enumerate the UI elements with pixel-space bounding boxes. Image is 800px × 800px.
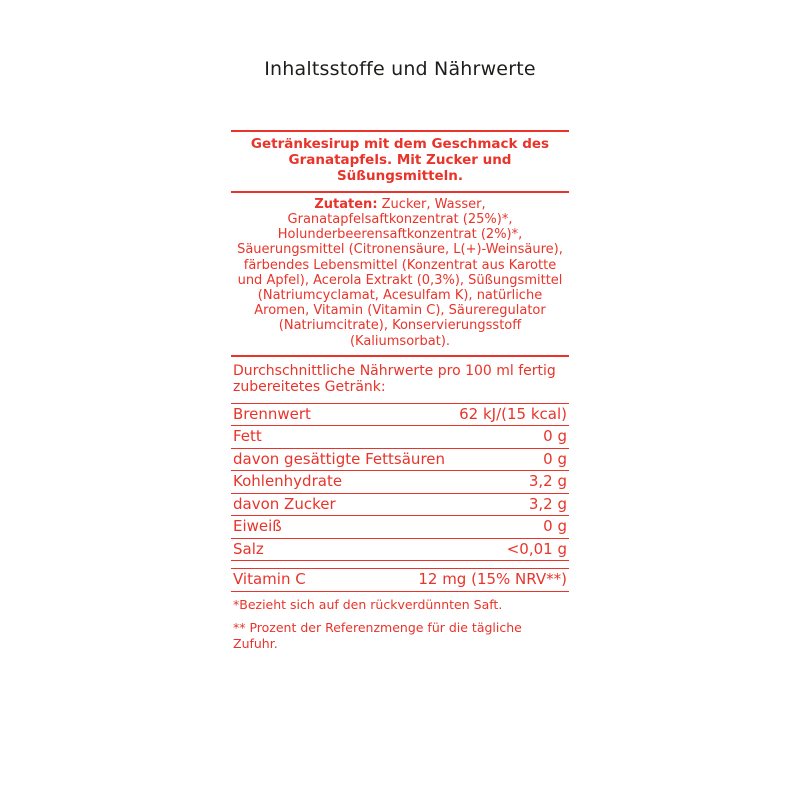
nutrient-name: Kohlenhydrate (231, 471, 454, 494)
nutrient-value: 0 g (454, 516, 569, 539)
nutrition-table (231, 403, 569, 562)
page-title: Inhaltsstoffe und Nährwerte (264, 58, 536, 80)
nutrient-value: <0,01 g (454, 538, 569, 561)
footnote-asterisk: *Bezieht sich auf den rückverdünnten Saft. (233, 596, 503, 612)
table-row (231, 471, 569, 494)
table-row (231, 403, 569, 426)
nutrient-value: 0 g (454, 448, 569, 471)
nutrient-name: davon Zucker (231, 493, 454, 516)
nutrient-name: Salz (231, 538, 454, 561)
table-row (231, 493, 569, 516)
table-row (231, 448, 569, 471)
ingredients-text: Zucker, Wasser, Granatapfelsaftkonzentrat (25%)*, Holunderbeerensaftkonzentrat (2%)*, Säuerungsmittel (Citronensäure, L(+)-Weinsäure), färbendes Lebensmittel (Konzentrat aus Karotte und Apfel), Acerola Extrakt (0,3%), Süßungsmittel (Natriumcyclamat, Acesulfam K), natürliche Aromen, Vitamin (Vitamin C), Säureregulator (Natriumcitrate), Konservierungsstoff (Kaliumsorbat). (237, 196, 563, 349)
table-row (231, 538, 569, 561)
nutrient-value: 3,2 g (454, 493, 569, 516)
nutrition-label-panel (231, 130, 569, 652)
nutrient-value: 3,2 g (454, 471, 569, 494)
table-row (231, 569, 569, 592)
table-row (231, 426, 569, 449)
vitamin-value: 12 mg (15% NRV**) (344, 569, 569, 592)
nutrient-name: Fett (231, 426, 454, 449)
footnote-double-asterisk: ** Prozent der Referenzmenge für die tägliche Zufuhr. (233, 620, 522, 652)
product-headline: Getränkesirup mit dem Geschmack des Granatapfels. Mit Zucker und Süßungsmitteln. (250, 136, 550, 184)
nutrient-value: 0 g (454, 426, 569, 449)
nutrition-intro: Durchschnittliche Nährwerte pro 100 ml fertig zubereitetes Getränk: (233, 362, 556, 396)
nutrient-name: Brennwert (231, 403, 454, 426)
vitamin-name: Vitamin C (231, 569, 344, 592)
nutrient-value: 62 kJ/(15 kcal) (454, 403, 569, 426)
ingredients-paragraph (231, 193, 569, 355)
ingredients-label: Zutaten: (314, 196, 378, 212)
nutrient-name: Eiweiß (231, 516, 454, 539)
nutrient-name: davon gesättigte Fettsäuren (231, 448, 454, 471)
vitamin-table (231, 568, 569, 592)
vitamin-block (231, 561, 569, 592)
table-row (231, 516, 569, 539)
